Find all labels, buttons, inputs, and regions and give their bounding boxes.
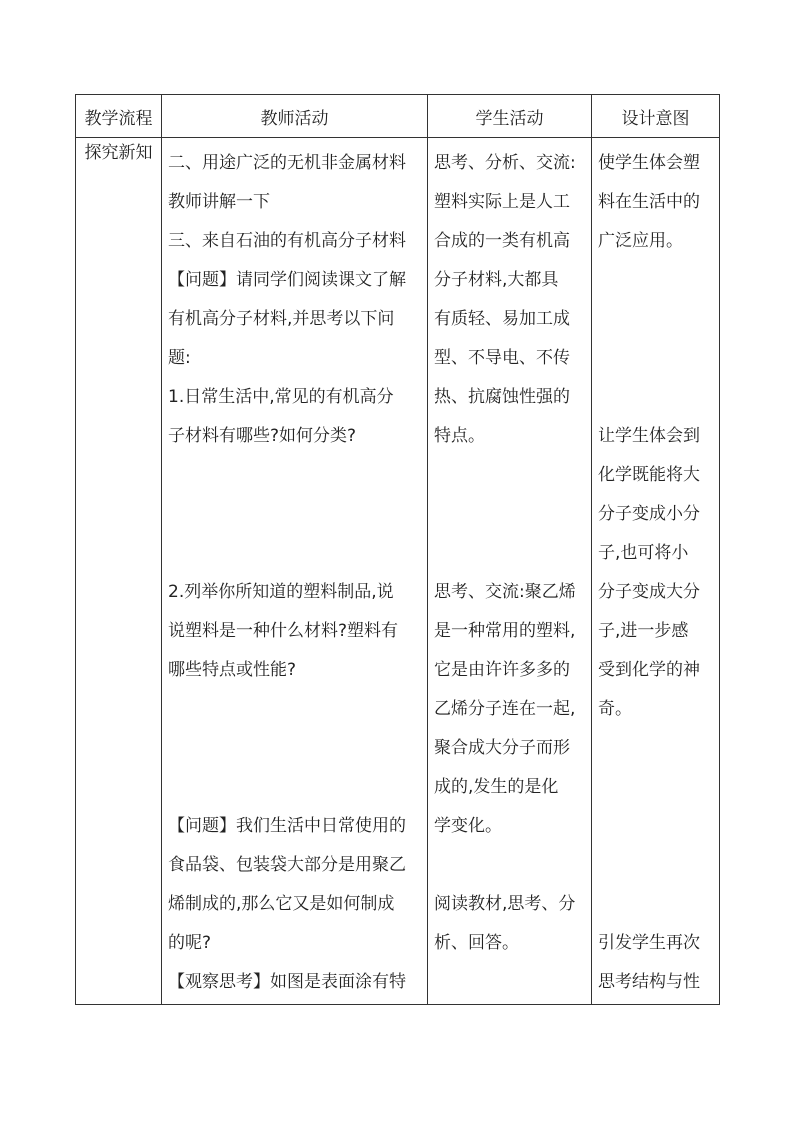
intent-line: 料在生活中的 [598, 192, 700, 212]
teacher-line: 子材料有哪些?如何分类? [168, 426, 357, 446]
student-cell [428, 138, 592, 1005]
flow-label: 探究新知 [84, 143, 153, 163]
intent-lines [592, 138, 719, 1004]
header-flow: 教学流程 [76, 95, 162, 138]
student-line: 思考、交流:聚乙烯 [434, 582, 576, 602]
intent-line: 引发学生再次 [598, 933, 700, 953]
lesson-table [75, 94, 720, 1005]
student-line: 学变化。 [434, 816, 502, 836]
teacher-line: 有机高分子材料,并思考以下问 [168, 309, 395, 329]
header-teacher-activity: 教师活动 [162, 95, 428, 138]
intent-line: 子,进一步感 [598, 621, 689, 641]
teacher-line: 三、来自石油的有机高分子材料 [168, 231, 406, 251]
intent-line: 使学生体会塑 [598, 153, 700, 173]
intent-line: 受到化学的神 [598, 660, 700, 680]
intent-line: 奇。 [598, 699, 632, 719]
student-line: 塑料实际上是人工 [434, 192, 570, 212]
student-line: 合成的一类有机高 [434, 231, 570, 251]
teacher-line: 烯制成的,那么它又是如何制成 [168, 894, 395, 914]
intent-line: 思考结构与性 [598, 972, 700, 992]
student-lines [428, 138, 591, 1004]
teacher-line: 的呢? [168, 933, 212, 953]
teacher-line: 【问题】请同学们阅读课文了解 [168, 270, 406, 290]
teacher-line: 说塑料是一种什么材料?塑料有 [168, 621, 399, 641]
student-line: 是一种常用的塑料, [434, 621, 576, 641]
teacher-line: 题: [168, 348, 191, 368]
intent-line: 化学既能将大 [598, 465, 700, 485]
student-line: 聚合成大分子而形 [434, 738, 570, 758]
teacher-line: 教师讲解一下 [168, 192, 270, 212]
teacher-line: 食品袋、包装袋大部分是用聚乙 [168, 855, 406, 875]
student-line: 热、抗腐蚀性强的 [434, 387, 570, 407]
student-line: 型、不导电、不传 [434, 348, 570, 368]
student-line: 分子材料,大都具 [434, 270, 559, 290]
teacher-cell [162, 138, 428, 1005]
intent-line: 分子变成小分 [598, 504, 700, 524]
teacher-line: 【观察思考】如图是表面涂有特 [168, 972, 406, 992]
header-student-activity: 学生活动 [428, 95, 592, 138]
teacher-lines [162, 138, 427, 1004]
table-header-row [76, 95, 720, 138]
intent-line: 分子变成大分 [598, 582, 700, 602]
teacher-line: 2.列举你所知道的塑料制品,说 [168, 582, 394, 602]
student-line: 乙烯分子连在一起, [434, 699, 576, 719]
student-line: 思考、分析、交流: [434, 153, 576, 173]
student-line: 它是由许许多多的 [434, 660, 570, 680]
teacher-line: 【问题】我们生活中日常使用的 [168, 816, 406, 836]
teacher-line: 哪些特点或性能? [168, 660, 297, 680]
flow-cell [76, 138, 162, 1005]
table-row [76, 138, 720, 1005]
header-design-intent: 设计意图 [592, 95, 720, 138]
intent-line: 让学生体会到 [598, 426, 700, 446]
intent-cell [592, 138, 720, 1005]
student-line: 阅读教材,思考、分 [434, 894, 576, 914]
teacher-line: 二、用途广泛的无机非金属材料 [168, 153, 406, 173]
intent-line: 广泛应用。 [598, 231, 683, 251]
student-line: 特点。 [434, 426, 485, 446]
student-line: 成的,发生的是化 [434, 777, 559, 797]
student-line: 析、回答。 [434, 933, 519, 953]
student-line: 有质轻、易加工成 [434, 309, 570, 329]
teacher-line: 1.日常生活中,常见的有机高分 [168, 387, 394, 407]
intent-line: 子,也可将小 [598, 543, 689, 563]
